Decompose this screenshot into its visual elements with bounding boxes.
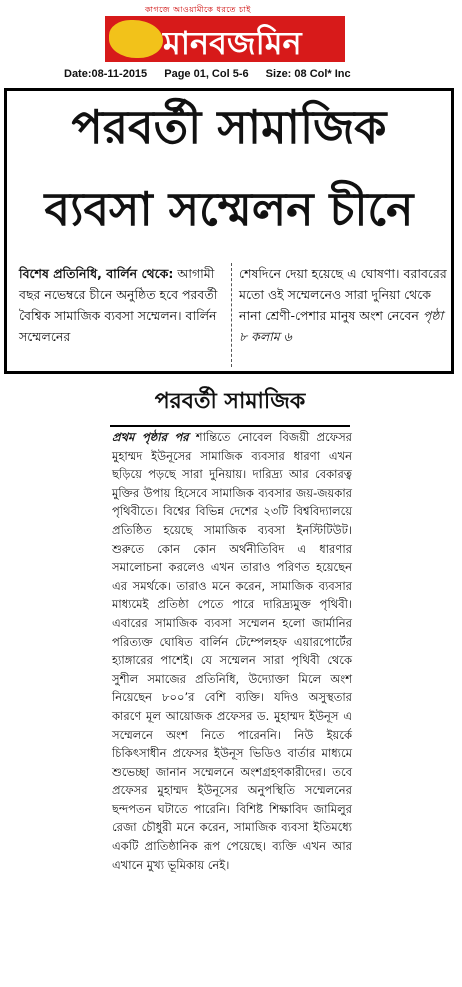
masthead-logo [105,16,345,62]
newspaper-name: মানবজমিন [163,24,302,62]
lead-left-column [19,263,224,347]
masthead [105,2,345,64]
column-divider [231,263,233,367]
bangladesh-map-icon [109,20,163,58]
continuation-heading: পরবর্তী সামাজিক [110,384,350,427]
headline-line-2: ব্যবসা সম্মেলন চীনে [44,182,414,236]
front-page-article [4,88,454,374]
lead-left-text: আগামী বছর নভেম্বরে চীনে অনুষ্ঠিত হবে পরবর্তী বৈশ্বিক সামাজিক ব্যবসা সম্মেলন। বার্লিন সম্মেলনের [19,266,218,344]
clip-page: Page 01, Col 5-6 [164,68,249,80]
lead-right-column [239,263,451,347]
lead-right-text: শেষদিনে দেয়া হয়েছে এ ঘোষণা। বরাবরের মতো ওই সম্মেলনেও সারা দুনিয়া থেকে নানা শ্রেণী-পেশার মানুষ অংশ নেবেন [239,266,447,323]
continuation-text: শান্তিতে নোবেল বিজয়ী প্রফেসর মুহাম্মদ ইউনূসের সামাজিক ব্যবসার ধারণা এখন ছড়িয়ে পড়ছে সারা দুনিয়ায়। দারিদ্র্য আর বেকারত্ব মুক্তির উপায় হিসেবে সামাজিক ব্যবসার জয়-জয়কার পৃথিবীতে। বিশ্বের বিভিন্ন দেশের ২৩টি বিশ্ববিদ্যালয়ে প্রতিষ্ঠিত হয়েছে সামাজিক ব্যবসা ইনস্টিটিউট। শুরুতে কোন কোন অর্থনীতিবিদ এ ধারণার সমালোচনা করলেও এখন তারাও পরিণত হয়েছেন এর সমর্থকে। তারাও মনে করেন, সামাজিক ব্যবসার মাধ্যমেই প্রতিষ্ঠা পেতে পারে দারিদ্র্যমুক্ত পৃথিবী। এবারের সামাজিক ব্যবসা সম্মেলন হলো জার্মানির পরিত্যক্ত ঘোষিত বার্লিন টেম্পেলহফ এয়ারপোর্টের হ্যাঙ্গারের পাশেই। যে সম্মেলন সারা পৃথিবী থেকে সুশীল সমাজের প্রতিনিধি, উদ্যোক্তা মিলে অংশ নিয়েছেন ৮০০’র বেশি ব্যক্তি। যদিও অসুস্থতার কারণে মূল আয়োজক প্রফেসর ড. মুহাম্মদ ইউনূস এ সম্মেলনে অংশ নিতে পারেননি। নিউ ইয়র্কে চিকিৎসাধীন প্রফেসর ইউনূস ভিডিও বার্তার মাধ্যমে শুভেচ্ছা জানান সম্মেলনে অংশগ্রহণকারীদের। তবে প্রফেসর মুহাম্মদ ইউনূসের অনুপস্থিতি সম্মেলনের ছন্দপতন ঘটাতে পারেনি। বিশিষ্ট শিক্ষাবিদ জামিলুর রেজা চৌধুরী মনে করেন, সামাজিক ব্যবসা ইতিমধ্যে একটি প্রাতিষ্ঠানিক রূপ পেয়েছে। ব্যক্তি এখন আর এখানে মুখ্য ভূমিকায় নেই। [112,430,353,872]
clipping-meta [64,68,365,80]
clip-date: Date:08-11-2015 [64,68,148,80]
headline-line-1: পরবর্তী সামাজিক [71,100,387,154]
byline: বিশেষ প্রতিনিধি, বার্লিন থেকে: [19,266,174,281]
continuation-lead-in: প্রথম পৃষ্ঠার পর [112,430,189,444]
continuation-body [112,428,352,874]
jump-reference: পৃষ্ঠা ৮ কলাম ৬ [239,308,444,344]
clip-size: Size: 08 Col* Inc [265,68,351,80]
masthead-tagline: কাগজে আওয়ামীকে ধরতে চাই [145,5,251,14]
